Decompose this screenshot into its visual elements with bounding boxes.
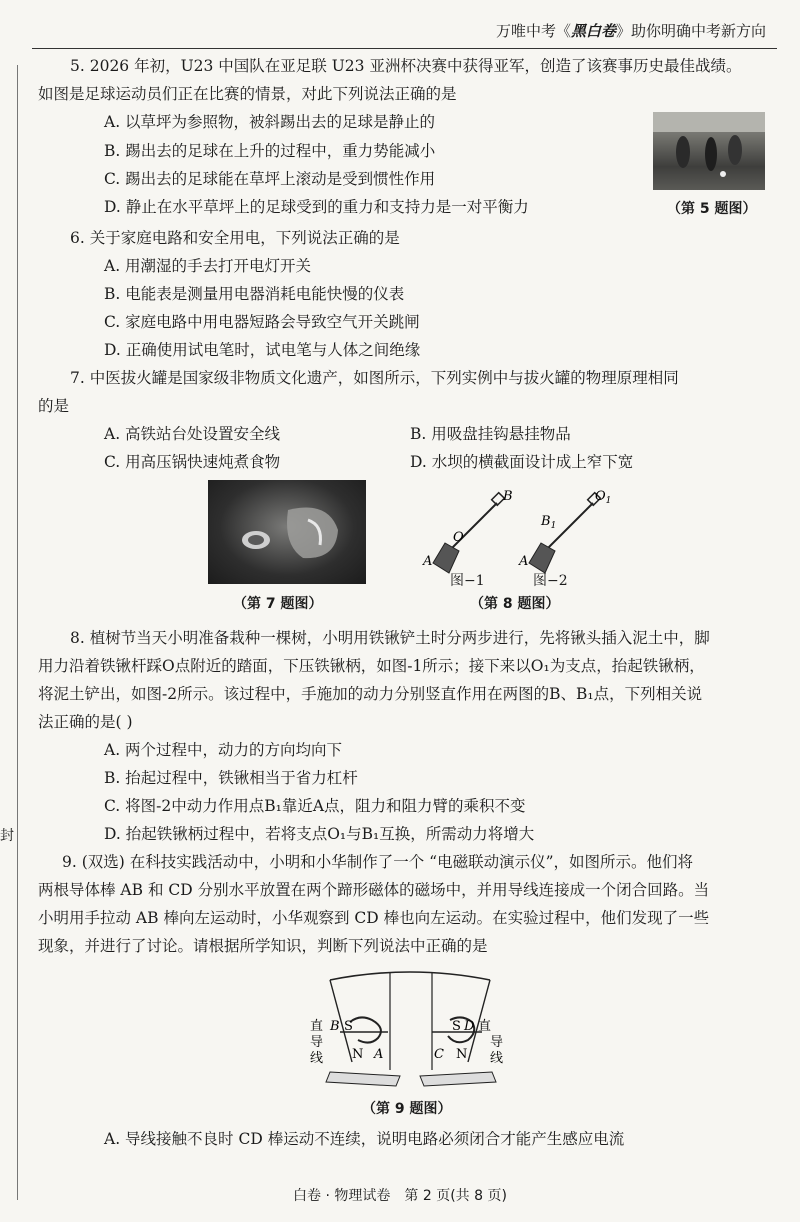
- fig9-left-label-1: 直: [310, 1019, 324, 1034]
- q6-option-d: D. 正确使用试电笔时，试电笔与人体之间绝缘: [104, 341, 421, 359]
- shovel-fig2: [518, 489, 611, 573]
- q7-stem-2: 的是: [38, 397, 70, 415]
- q9-stem-1: 9. (双选) 在科技实践活动中，小明和小华制作了一个 “电磁联动演示仪”，如图所示。他们将: [62, 853, 694, 871]
- shovel-fig1: [422, 489, 513, 573]
- fig9-label-n1: N: [352, 1047, 364, 1062]
- header-rule: [32, 48, 777, 49]
- fig9-label-n2: N: [456, 1047, 468, 1062]
- fig9-right-label-3: 线: [490, 1051, 504, 1066]
- fig2-label-o1: $O_1$: [595, 489, 612, 506]
- fig9-label-a: A: [374, 1047, 384, 1062]
- header-prefix: 万唯中考《: [495, 22, 571, 40]
- q5-stem-2: 如图是足球运动员们正在比赛的情景，对此下列说法正确的是: [38, 85, 457, 103]
- fig2-label-b1: $B_1$: [541, 514, 557, 531]
- football-players-image: [653, 112, 765, 190]
- q8-stem-2: 用力沿着铁锹杆踩O点附近的踏面，下压铁锹柄，如图-1所示；接下来以O₁为支点，抬起铁锹柄，: [38, 657, 705, 675]
- fig9-label-s1: S: [344, 1019, 353, 1034]
- page-header: [496, 20, 766, 41]
- fig8-sub1-label: 图−1: [450, 573, 485, 589]
- q9-stem-2: 两根导体棒 AB 和 CD 分别水平放置在两个蹄形磁体的磁场中，并用导线连接成一个闭合回路。当: [38, 881, 710, 899]
- fig8-sub2-label: 图−2: [533, 573, 568, 589]
- q9-stem-4: 现象，并进行了讨论。请根据所学知识，判断下列说法中正确的是: [38, 937, 488, 955]
- q9-apparatus-figure: [300, 962, 520, 1094]
- q6-option-a: A. 用潮湿的手去打开电灯开关: [104, 257, 312, 275]
- q5-caption: （第 5 题图）: [667, 201, 757, 217]
- margin-char: 封: [0, 828, 14, 844]
- q9-option-a: A. 导线接触不良时 CD 棒运动不连续，说明电路必须闭合才能产生感应电流: [104, 1130, 625, 1148]
- q8-caption: （第 8 题图）: [470, 596, 560, 612]
- q9-stem-3: 小明用手拉动 AB 棒向左运动时，小华观察到 CD 棒也向左运动。在实验过程中，他们发现了一些: [38, 909, 710, 927]
- q5-option-c: C. 踢出去的足球能在草坪上滚动是受到惯性作用: [104, 170, 436, 188]
- fig9-label-c: C: [434, 1047, 444, 1062]
- fig9-label-b: B: [330, 1019, 340, 1034]
- fig1-label-b: B: [503, 489, 513, 504]
- q7-option-a: A. 高铁站台处设置安全线: [104, 425, 281, 443]
- q8-option-a: A. 两个过程中，动力的方向均向下: [104, 741, 343, 759]
- q5-stem-1: 5. 2026 年初，U23 中国队在亚足联 U23 亚洲杯决赛中获得亚军，创造了该赛事历史最佳战绩。: [70, 57, 742, 75]
- q6-option-b: B. 电能表是测量用电器消耗电能快慢的仪表: [104, 285, 405, 303]
- q8-stem-3: 将泥土铲出，如图-2所示。该过程中，手施加的动力分别竖直作用在两图的B、B₁点，下列相关说: [38, 685, 703, 703]
- q8-option-d: D. 抬起铁锹柄过程中，若将支点O₁与B₁互换，所需动力将增大: [104, 825, 535, 843]
- q7-option-c: C. 用高压锅快速炖煮食物: [104, 453, 281, 471]
- q7-stem-1: 7. 中医拔火罐是国家级非物质文化遗产，如图所示，下列实例中与拔火罐的物理原理相同: [70, 369, 679, 387]
- q5-football-photo: [653, 112, 765, 190]
- fig9-left-label-3: 线: [310, 1051, 324, 1066]
- fig1-label-a: A: [423, 554, 433, 569]
- q5-option-d: D. 静止在水平草坪上的足球受到的重力和支持力是一对平衡力: [104, 198, 529, 216]
- q7-cupping-photo: [208, 480, 366, 584]
- fig9-label-s2: S: [452, 1019, 461, 1034]
- fig9-left-label-2: 导: [310, 1035, 324, 1050]
- fig9-right-label-1: 直: [478, 1019, 492, 1034]
- fig2-label-a: A: [519, 554, 529, 569]
- q7-caption: （第 7 题图）: [233, 596, 323, 612]
- q6-option-c: C. 家庭电路中用电器短路会导致空气开关跳闸: [104, 313, 420, 331]
- fig9-right-label-2: 导: [490, 1035, 504, 1050]
- q5-option-b: B. 踢出去的足球在上升的过程中，重力势能减小: [104, 142, 436, 160]
- q8-stem-4: 法正确的是( ): [38, 713, 133, 731]
- fig1-label-o: O: [453, 530, 464, 545]
- q5-option-a: A. 以草坪为参照物，被斜踢出去的足球是静止的: [104, 113, 436, 131]
- q8-shovel-figure: [415, 485, 615, 585]
- fig9-label-d: D: [464, 1019, 475, 1034]
- q6-stem: 6. 关于家庭电路和安全用电，下列说法正确的是: [70, 229, 400, 247]
- q8-stem-1: 8. 植树节当天小明准备栽种一棵树，小明用铁锹铲土时分两步进行，先将锹头插入泥土中，脚: [70, 629, 710, 647]
- q7-option-b: B. 用吸盘挂钩悬挂物品: [410, 425, 571, 443]
- q7-option-d: D. 水坝的横截面设计成上窄下宽: [410, 453, 634, 471]
- cupping-jar-image: [208, 480, 366, 584]
- binding-rule: [17, 65, 18, 1200]
- q9-caption: （第 9 题图）: [362, 1101, 452, 1117]
- page-footer: 白卷 · 物理试卷 第 2 页(共 8 页): [293, 1188, 507, 1204]
- q8-option-c: C. 将图-2中动力作用点B₁靠近A点，阻力和阻力臂的乘积不变: [104, 797, 526, 815]
- q8-option-b: B. 抬起过程中，铁锹相当于省力杠杆: [104, 769, 358, 787]
- header-brand: 黑白卷: [570, 22, 616, 40]
- header-suffix: 》助你明确中考新方向: [615, 22, 766, 40]
